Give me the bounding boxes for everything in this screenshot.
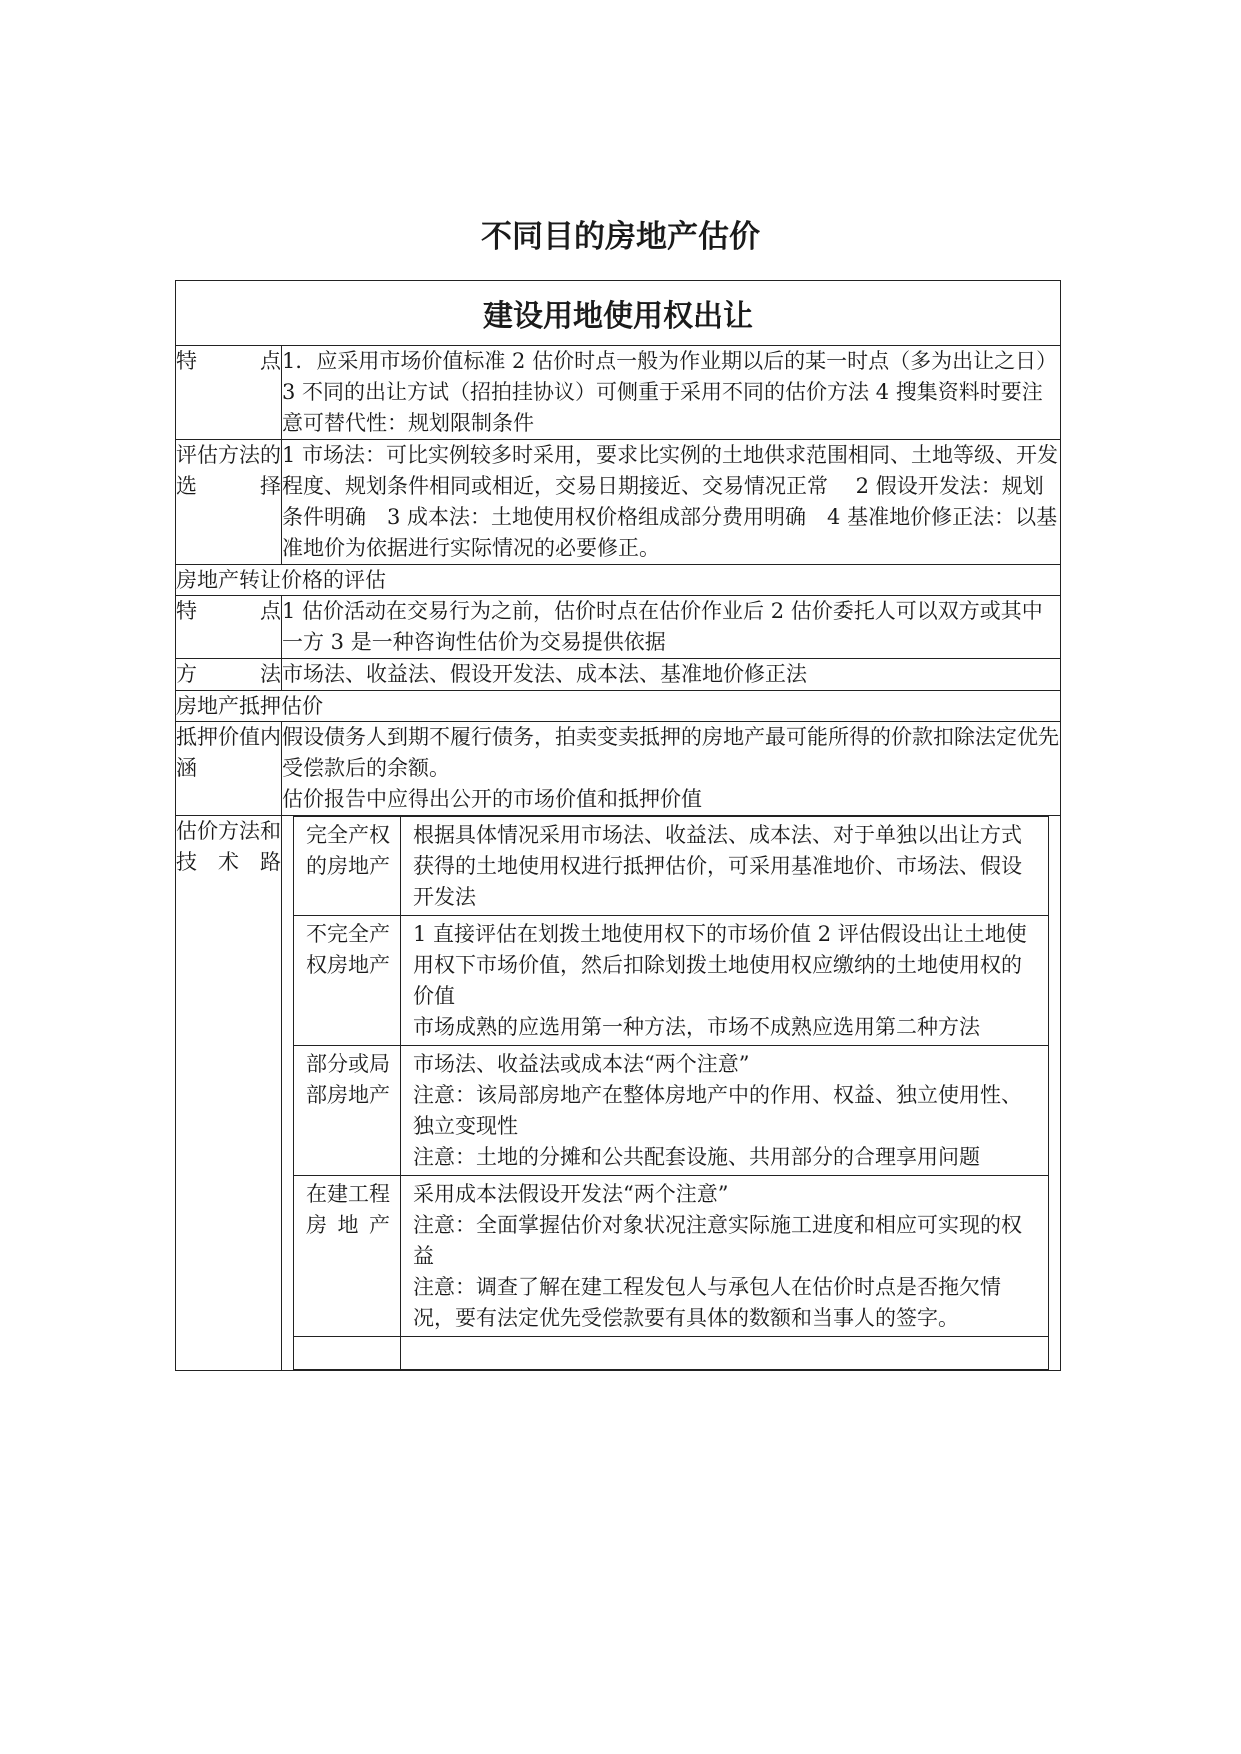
technique-row — [294, 916, 1049, 1046]
method-line: 市场成熟的应选用第一种方法，市场不成熟应选用第二种方法 — [413, 1015, 980, 1039]
method-line: 1 直接评估在划拨土地使用权下的市场价值 2 评估假设出让土地使用权下市场价值，然后扣除划拨土地使用权应缴纳的土地使用权的价值 — [413, 922, 1027, 1008]
property-type-label: 部分或局部房地产 — [294, 1046, 401, 1176]
technique-row — [294, 1046, 1049, 1176]
method-line: 采用成本法假设开发法“两个注意” — [413, 1182, 729, 1206]
method-line: 根据具体情况采用市场法、收益法、成本法、对于单独以出让方式获得的土地使用权进行抵押估价，可采用基准地价、市场法、假设开发法 — [413, 823, 1022, 909]
connotation-line: 估价报告中应得出公开的市场价值和抵押价值 — [282, 787, 702, 811]
method-line: 注意：调查了解在建工程发包人与承包人在估价时点是否拖欠情况，要有法定优先受偿款要有具体的数额和当事人的签字。 — [413, 1275, 1001, 1330]
section-2-methods-row — [176, 659, 1061, 691]
section-1-methods-label: 评估方法的选择 — [176, 440, 282, 565]
section-3-technique-label: 估价方法和技术路 — [176, 816, 282, 1371]
technique-cell — [282, 816, 1061, 1371]
section-1-features-row — [176, 346, 1061, 440]
section-1-heading: 建设用地使用权出让 — [176, 281, 1061, 346]
method-line: 注意：该局部房地产在整体房地产中的作用、权益、独立使用性、独立变现性 — [413, 1083, 1022, 1138]
section-3-heading-row — [176, 691, 1061, 722]
property-type-method — [401, 817, 1049, 916]
method-line: 注意：土地的分摊和公共配套设施、共用部分的合理享用问题 — [413, 1145, 980, 1169]
section-2-methods-label: 方法 — [176, 659, 282, 691]
method-line: 注意：全面掌握估价对象状况注意实际施工进度和相应可实现的权益 — [413, 1213, 1022, 1268]
section-1-methods-row — [176, 440, 1061, 565]
section-3-technique-row — [176, 816, 1061, 1371]
empty-cell — [401, 1337, 1049, 1370]
section-1-methods-text: 1 市场法：可比实例较多时采用，要求比实例的土地供求范围相同、土地等级、开发程度、规划条件相同或相近，交易日期接近、交易情况正常 2 假设开发法：规划条件明确 3 成本法：土地使用权价格组成部分费用明确 4 基准地价修正法：以基准地价为依据进行实际情况的必要修正。 — [282, 440, 1061, 565]
section-2-features-row — [176, 596, 1061, 659]
property-type-method — [401, 1046, 1049, 1176]
technique-subtable — [293, 816, 1049, 1370]
section-3-connotation-row — [176, 722, 1061, 816]
section-2-features-text: 1 估价活动在交易行为之前，估价时点在估价作业后 2 估价委托人可以双方或其中一方 3 是一种咨询性估价为交易提供依据 — [282, 596, 1061, 659]
property-type-label: 不完全产权房地产 — [294, 916, 401, 1046]
property-type-method — [401, 1176, 1049, 1337]
section-3-heading: 房地产抵押估价 — [176, 691, 1061, 722]
section-2-heading-row — [176, 565, 1061, 596]
technique-row — [294, 817, 1049, 916]
estimation-table — [175, 280, 1061, 1371]
property-type-label: 完全产权的房地产 — [294, 817, 401, 916]
section-1-features-label: 特点 — [176, 346, 282, 440]
section-2-methods-text: 市场法、收益法、假设开发法、成本法、基准地价修正法 — [282, 659, 1061, 691]
property-type-label: 在建工程房地产 — [294, 1176, 401, 1337]
section-1-heading-row — [176, 281, 1061, 346]
section-2-features-label: 特点 — [176, 596, 282, 659]
method-line: 市场法、收益法或成本法“两个注意” — [413, 1052, 750, 1076]
section-3-connotation-text — [282, 722, 1061, 816]
section-1-features-text: 1．应采用市场价值标准 2 估价时点一般为作业期以后的某一时点（多为出让之日）3 不同的出让方试（招拍挂协议）可侧重于采用不同的估价方法 4 搜集资料时要注意可替代性：规划限制条件 — [282, 346, 1061, 440]
connotation-line: 假设债务人到期不履行债务，拍卖变卖抵押的房地产最可能所得的价款扣除法定优先受偿款后的余额。 — [282, 725, 1059, 780]
property-type-method — [401, 916, 1049, 1046]
empty-cell — [294, 1337, 401, 1370]
section-2-heading: 房地产转让价格的评估 — [176, 565, 1061, 596]
section-3-connotation-label: 抵押价值内涵 — [176, 722, 282, 816]
document-title: 不同目的房地产估价 — [481, 219, 760, 255]
empty-row — [294, 1337, 1049, 1370]
technique-row — [294, 1176, 1049, 1337]
